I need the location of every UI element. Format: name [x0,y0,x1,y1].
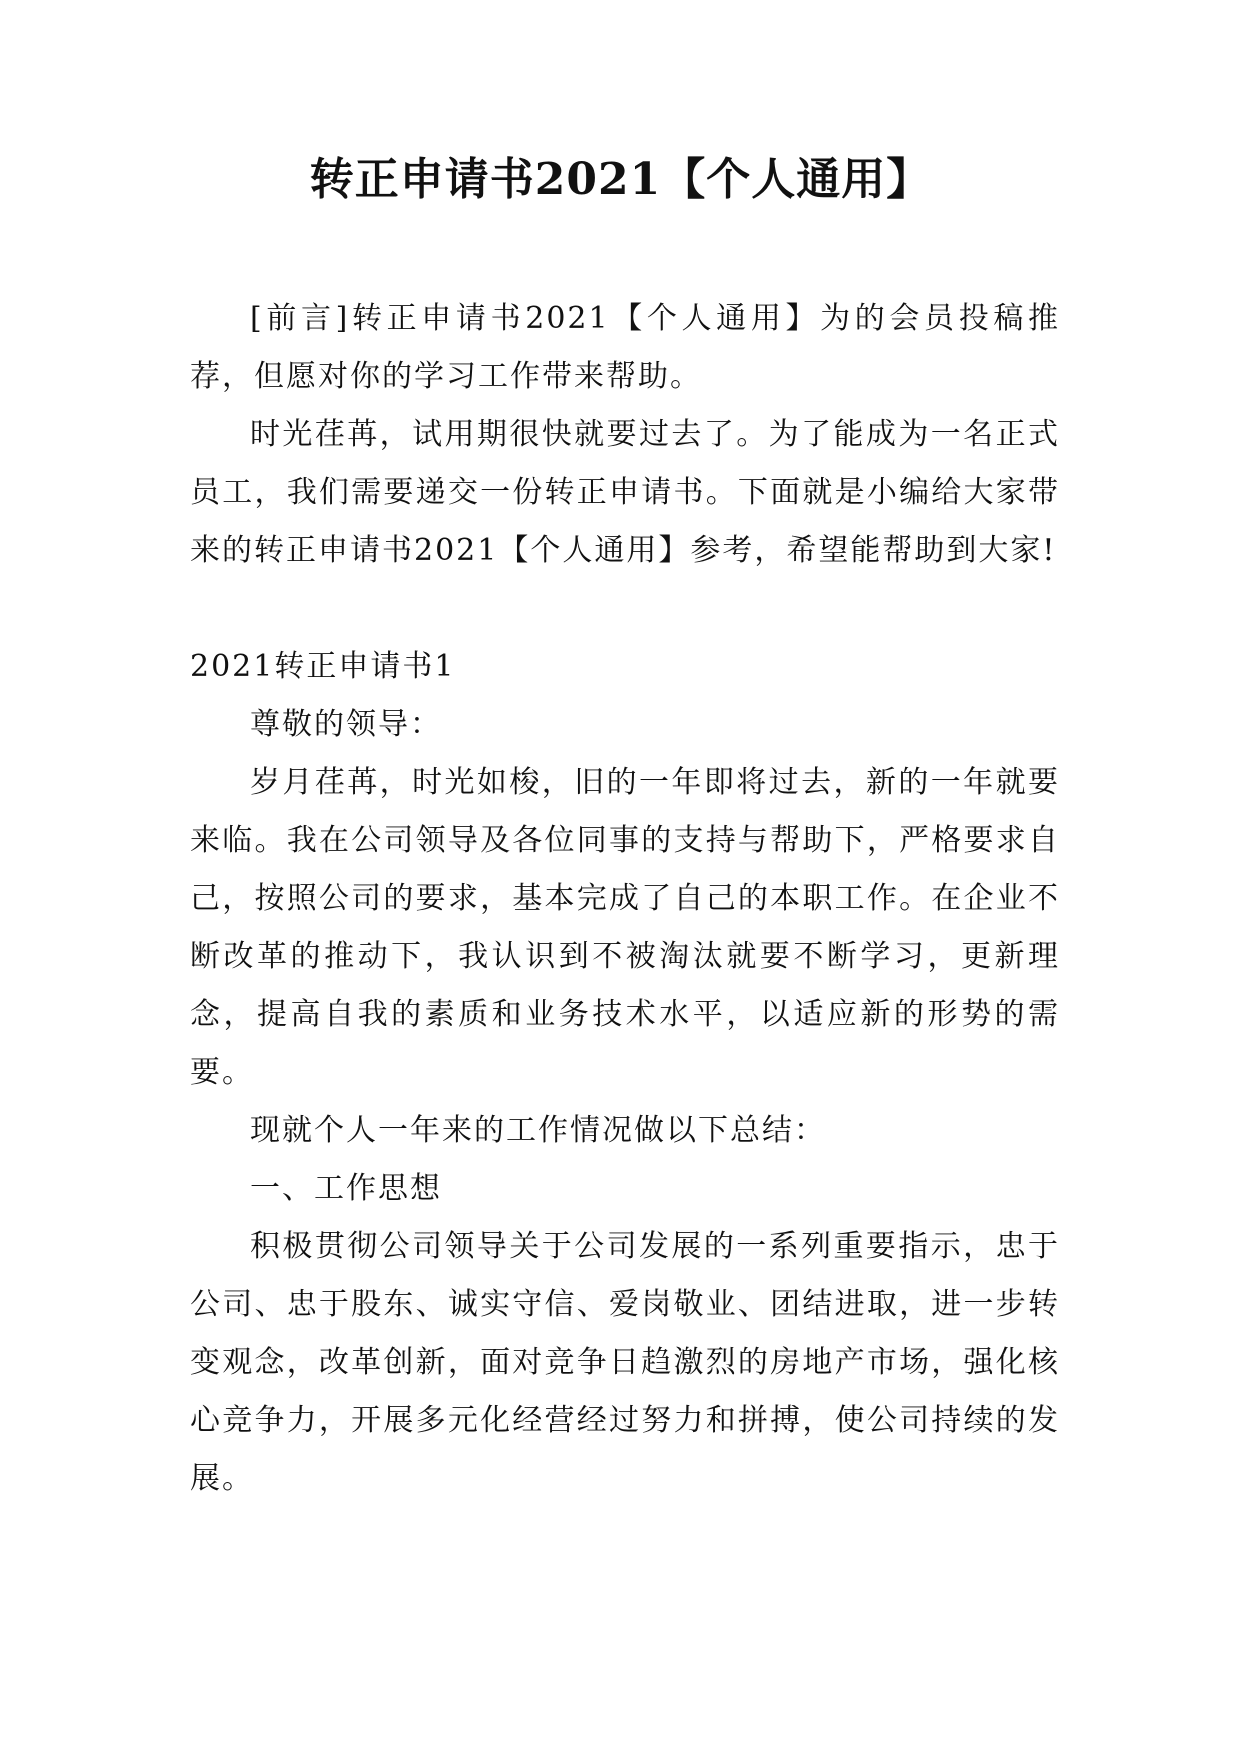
document-body [190,290,1060,1508]
document-title: 转正申请书2021【个人通用】 [309,154,932,205]
body-paragraph-3: 积极贯彻公司领导关于公司发展的一系列重要指示，忠于公司、忠于股东、诚实守信、爱岗敬业、团结进取，进一步转变观念，改革创新，面对竞争日趋激烈的房地产市场，强化核心竞争力，开展多元化经营经过努力和拼搏，使公司持续的发展。 [190,1229,1060,1496]
body-paragraph-1: 岁月荏苒，时光如梭，旧的一年即将过去，新的一年就要来临。我在公司领导及各位同事的支持与帮助下，严格要求自己，按照公司的要求，基本完成了自己的本职工作。在企业不断改革的推动下，我认识到不被淘汰就要不断学习，更新理念，提高自我的素质和业务技术水平，以适应新的形势的需要。 [190,765,1060,1090]
salutation: 尊敬的领导： [250,707,442,742]
body-paragraph-2: 现就个人一年来的工作情况做以下总结： [250,1113,826,1148]
intro-paragraph-1: [前言]转正申请书2021【个人通用】为的会员投稿推荐，但愿对你的学习工作带来帮助。 [190,301,1060,394]
intro-paragraph-2: 时光荏苒，试用期很快就要过去了。为了能成为一名正式员工，我们需要递交一份转正申请书。下面就是小编给大家带来的转正申请书2021【个人通用】参考，希望能帮助到大家! [190,417,1060,568]
subheading-work-thought: 一、工作思想 [250,1171,442,1206]
blank-line [190,580,1060,638]
section-heading: 2021转正申请书1 [190,649,456,684]
